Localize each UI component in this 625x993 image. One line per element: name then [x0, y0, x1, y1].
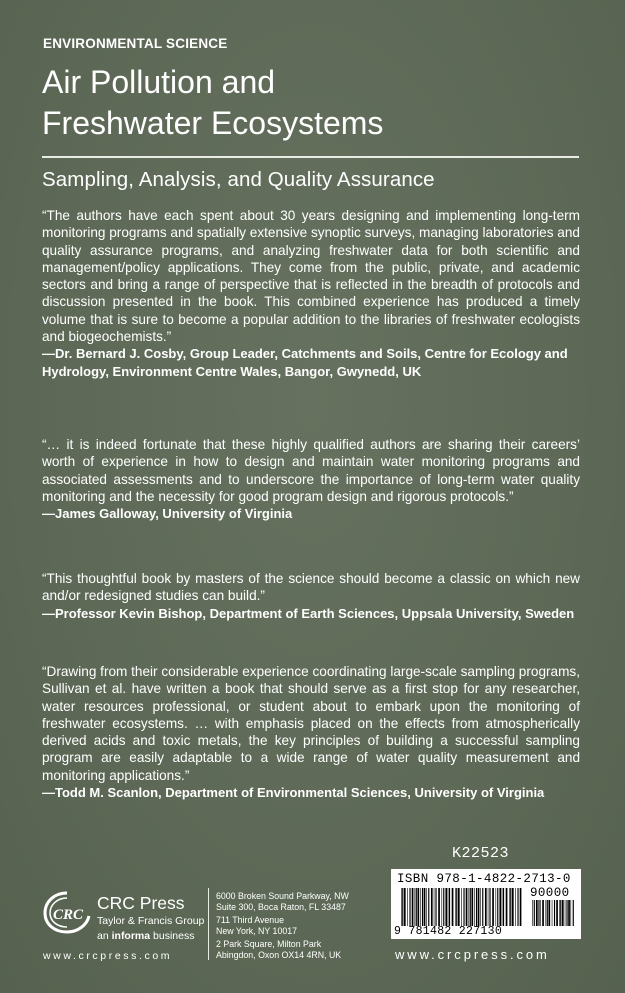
series-label: ENVIRONMENTAL SCIENCE — [43, 36, 228, 51]
isbn-barcode — [391, 869, 581, 939]
barcode-bar — [497, 888, 498, 926]
barcode-bar — [471, 888, 473, 926]
quote-attribution: —Professor Kevin Bishop, Department of Earth Sciences, Uppsala University, Sweden — [42, 605, 575, 621]
barcode-bar — [424, 888, 426, 926]
barcode-bar — [417, 888, 419, 926]
book-title — [42, 62, 582, 144]
barcode-bar — [420, 888, 421, 926]
barcode-bar — [489, 888, 490, 926]
barcode-bar — [422, 888, 423, 926]
barcode-bar — [412, 888, 414, 926]
endorsement-quote — [42, 570, 580, 622]
barcode-bar — [517, 888, 518, 926]
barcode-bar — [469, 888, 470, 926]
address-block — [216, 915, 349, 936]
quote-attribution: —Dr. Bernard J. Cosby, Group Leader, Catchments and Soils, Centre for Ecology and Hydrology, Environment Centre Wales, Bangor, Gwynedd, UK — [42, 346, 568, 379]
barcode-bar — [474, 888, 475, 926]
barcode-bar — [461, 888, 462, 926]
barcode-bar — [565, 900, 566, 926]
barcode-bar — [478, 888, 480, 926]
informa-prefix: an — [97, 930, 112, 942]
barcode-bar — [416, 888, 417, 926]
barcode-bar — [458, 888, 460, 926]
barcode-bar — [496, 888, 497, 926]
barcode-bar — [470, 888, 471, 926]
barcode-bar — [463, 888, 464, 926]
address-block — [216, 891, 349, 912]
barcode-bar — [536, 900, 538, 926]
quote-text: “The authors have each spent about 30 years designing and implementing long-term monitoring programs and spatially extensive synoptic surveys, managing laboratories and quality assurance programs, and analyzing freshwater data for both scientific and management/policy applications. They come from the public, private, and academic sectors and bring a range of perspective that is reflected in the breadth of protocols and discussion presented in the book. This combined experience has produced a timely volume that is sure to become a popular addition to the libraries of freshwater ecologists and biogeochemists.” — [42, 208, 580, 345]
endorsement-quote — [42, 663, 580, 801]
book-subtitle: Sampling, Analysis, and Quality Assurance — [42, 168, 435, 191]
publisher-addresses — [216, 891, 349, 964]
barcode-bar — [476, 888, 477, 926]
barcode-bar — [510, 888, 511, 926]
quote-attribution: —Todd M. Scanlon, Department of Environmental Sciences, University of Virginia — [42, 785, 545, 801]
barcode-bar — [538, 900, 539, 926]
barcode-bar — [502, 888, 503, 926]
logo-text: CRC — [52, 907, 84, 923]
isbn-label: ISBN 978-1-4822-2713-0 — [397, 872, 571, 886]
barcode-bar — [515, 888, 516, 926]
barcode-bar — [492, 888, 494, 926]
barcode-bar — [488, 888, 489, 926]
barcode-bar — [402, 888, 403, 926]
barcode-bar — [559, 900, 560, 926]
barcode-bar — [499, 888, 501, 926]
publisher-name: CRC Press — [97, 893, 185, 913]
barcode-bar — [404, 888, 406, 926]
barcode-bar — [409, 888, 410, 926]
barcode-bar — [415, 888, 416, 926]
barcode-bar — [547, 900, 548, 926]
barcode-bar — [548, 900, 550, 926]
barcode-bar — [438, 888, 440, 926]
endorsement-quote — [42, 207, 580, 380]
barcode-bar — [426, 888, 427, 926]
barcode-bar — [445, 888, 447, 926]
publisher-website-link[interactable]: www.crcpress.com — [43, 950, 173, 962]
barcode-bar — [546, 900, 547, 926]
price-barcode-bars — [532, 900, 575, 926]
barcode-bar — [452, 888, 454, 926]
informa-suffix: business — [150, 930, 195, 942]
quote-attribution: —James Galloway, University of Virginia — [42, 506, 293, 522]
barcode-bar — [480, 888, 481, 926]
address-line: 2 Park Square, Milton Park — [216, 939, 322, 950]
barcode-bar — [556, 900, 558, 926]
price-code: 90000 — [530, 886, 570, 900]
product-code: K22523 — [452, 845, 510, 862]
publisher-group: Taylor & Francis Group — [97, 915, 205, 927]
address-line: Abingdon, Oxon OX14 4RN, UK — [216, 949, 342, 960]
quote-text: “… it is indeed fortunate that these highly qualified authors are sharing their careers’ worth of experience in how to design and maintain water monitoring programs and associated assessments and to underscore the importance of long-term water quality monitoring and the necessity for good program design and rigorous protocols.” — [42, 437, 580, 504]
barcode-bar — [434, 888, 435, 926]
barcode-bar — [506, 888, 508, 926]
address-line: 6000 Broken Sound Parkway, NW — [216, 891, 349, 901]
barcode-bar — [534, 900, 535, 926]
barcode-bar — [503, 888, 504, 926]
barcode-bar — [532, 900, 533, 926]
barcode-bar — [482, 888, 483, 926]
barcode-bar — [456, 888, 457, 926]
barcode-bar — [431, 888, 433, 926]
address-line: Suite 300, Boca Raton, FL 33487 — [216, 901, 346, 912]
barcode-bar — [552, 900, 553, 926]
endorsement-quote — [42, 436, 580, 522]
barcode-bar — [435, 888, 436, 926]
barcode-bar — [520, 888, 522, 926]
barcode-bar — [512, 888, 514, 926]
address-line: New York, NY 10017 — [216, 925, 298, 936]
barcode-bar — [466, 888, 468, 926]
crc-logo-icon — [42, 890, 92, 935]
barcode-bars — [401, 888, 523, 926]
barcode-bar — [562, 900, 564, 926]
barcode-bar — [448, 888, 449, 926]
barcode-bar — [485, 888, 487, 926]
title-line-2: Freshwater Ecosystems — [42, 105, 384, 141]
barcode-bar — [455, 888, 456, 926]
barcode-bar — [573, 900, 574, 926]
barcode-bar — [566, 900, 567, 926]
barcode-bar — [509, 888, 510, 926]
address-line: 711 Third Avenue — [216, 915, 284, 926]
barcode-bar — [568, 900, 570, 926]
barcode-bar — [449, 888, 450, 926]
quote-text: “This thoughtful book by masters of the science should become a classic on which new and/or redesigned studies can build.” — [42, 571, 580, 604]
website-link[interactable]: www.crcpress.com — [395, 947, 550, 962]
barcode-bar — [539, 900, 540, 926]
barcode-bar — [554, 900, 555, 926]
barcode-bar — [407, 888, 408, 926]
title-line-1: Air Pollution and — [42, 64, 276, 100]
ean-digits: 9 781482 227130 — [394, 925, 503, 938]
quote-text: “Drawing from their considerable experience coordinating large-scale sampling programs, Sullivan et al. have written a book that should serve as a first stop for any researcher, water resources professional, or student about to embark upon the monitoring of freshwater ecosystems. … with emphasis placed on the effects from atmospherically derived acids and toxic metals, the key principles of building a successful sampling program are easily adaptable to a wide range of water quality measurement and monitoring applications.” — [42, 664, 580, 783]
barcode-bar — [443, 888, 444, 926]
barcode-bar — [542, 900, 544, 926]
informa-business — [97, 930, 194, 942]
barcode-bar — [442, 888, 443, 926]
title-divider — [42, 156, 579, 158]
informa-brand: informa — [111, 930, 151, 942]
barcode-bar — [571, 900, 572, 926]
barcode-bar — [560, 900, 561, 926]
barcode-bar — [401, 888, 402, 926]
publisher-divider — [208, 888, 209, 960]
barcode-bar — [428, 888, 429, 926]
address-block — [216, 939, 349, 960]
